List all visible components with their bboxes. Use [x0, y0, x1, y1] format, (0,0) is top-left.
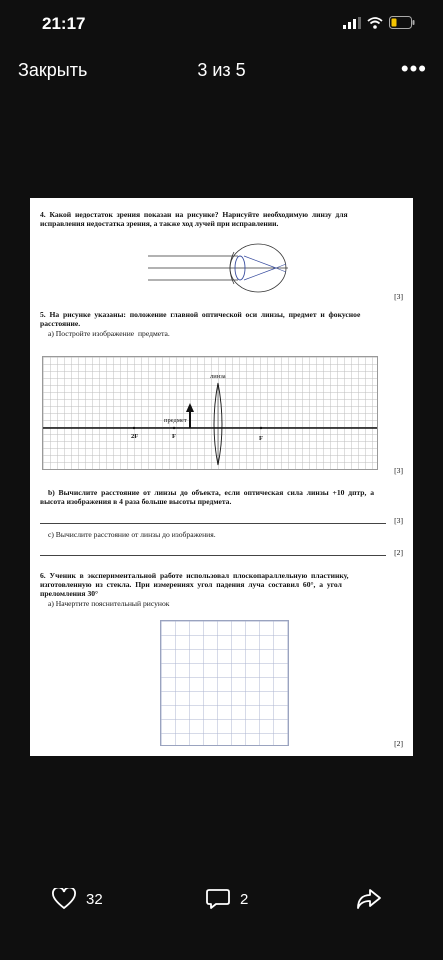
- share-button[interactable]: [356, 888, 382, 910]
- share-icon: [356, 888, 382, 910]
- q6a-mark: [2]: [394, 739, 403, 748]
- q5b-text-line1: b) Вычислите расстояние от линзы до объекта, если оптическая сила линзы +10 дптр, а: [48, 488, 374, 497]
- more-options-button[interactable]: •••: [400, 56, 427, 81]
- q4-text-line1: 4. Какой недостаток зрения показан на рисунке? Нарисуйте необходимую линзу для: [40, 210, 348, 219]
- q5-text-line1: 5. На рисунке указаны: положение главной оптической оси линзы, предмет и фокусное: [40, 310, 361, 319]
- comment-count: 2: [240, 890, 249, 908]
- eye-diagram: [148, 242, 298, 294]
- optics-grid: [42, 356, 378, 470]
- q6-text-line2: изготовленную из стекла. При измерениях угол падения луча составил 60°, а угол: [40, 580, 342, 589]
- bottom-action-bar: [0, 880, 443, 920]
- close-button[interactable]: Закрыть: [18, 60, 88, 80]
- object-label: предмет: [164, 417, 187, 424]
- q5b-answer-line: [40, 523, 386, 524]
- signal-icon: [343, 17, 361, 29]
- nav-bar: [0, 48, 443, 94]
- label-f-left: F: [172, 433, 176, 440]
- like-count: 32: [86, 890, 103, 908]
- q5b-text-line2: высота изображения в 4 раза больше высоты предмета.: [40, 497, 232, 506]
- worksheet-image: [30, 198, 413, 756]
- q6-text-line1: 6. Ученик в экспериментальной работе использовал плоскопараллельную пластинку,: [40, 571, 349, 580]
- q5c-answer-line: [40, 555, 386, 556]
- q6a-text: a) Начертите пояснительный рисунок: [48, 599, 170, 608]
- page-counter-title: 3 из 5: [197, 60, 246, 80]
- comment-icon: [206, 888, 230, 910]
- q4-text-line2: исправления недостатка зрения, а также ход лучей при исправлении.: [40, 219, 279, 228]
- q5c-mark: [2]: [394, 548, 403, 557]
- q5-text-line2: расстояние.: [40, 319, 81, 328]
- q5a-text: a) Постройте изображение предмета.: [48, 329, 170, 338]
- status-time: 21:17: [42, 14, 86, 33]
- label-f-right: F: [259, 435, 263, 442]
- comment-button[interactable]: [206, 888, 248, 910]
- like-button[interactable]: [52, 888, 103, 910]
- heart-icon: [52, 888, 76, 910]
- q5b-mark: [3]: [394, 516, 403, 525]
- label-2f: 2F: [131, 433, 139, 440]
- status-icons: [343, 16, 415, 29]
- q5c-text: c) Вычислите расстояние от линзы до изображения.: [48, 530, 216, 539]
- wifi-icon: [367, 17, 383, 29]
- q5a-mark: [3]: [394, 466, 403, 475]
- drawing-grid: [160, 620, 289, 746]
- q6-text-line3: преломления 30°: [40, 589, 99, 598]
- battery-icon: [389, 16, 415, 29]
- status-bar: [0, 0, 443, 48]
- lens-label: линза: [210, 373, 226, 380]
- q4-mark: [3]: [394, 292, 403, 301]
